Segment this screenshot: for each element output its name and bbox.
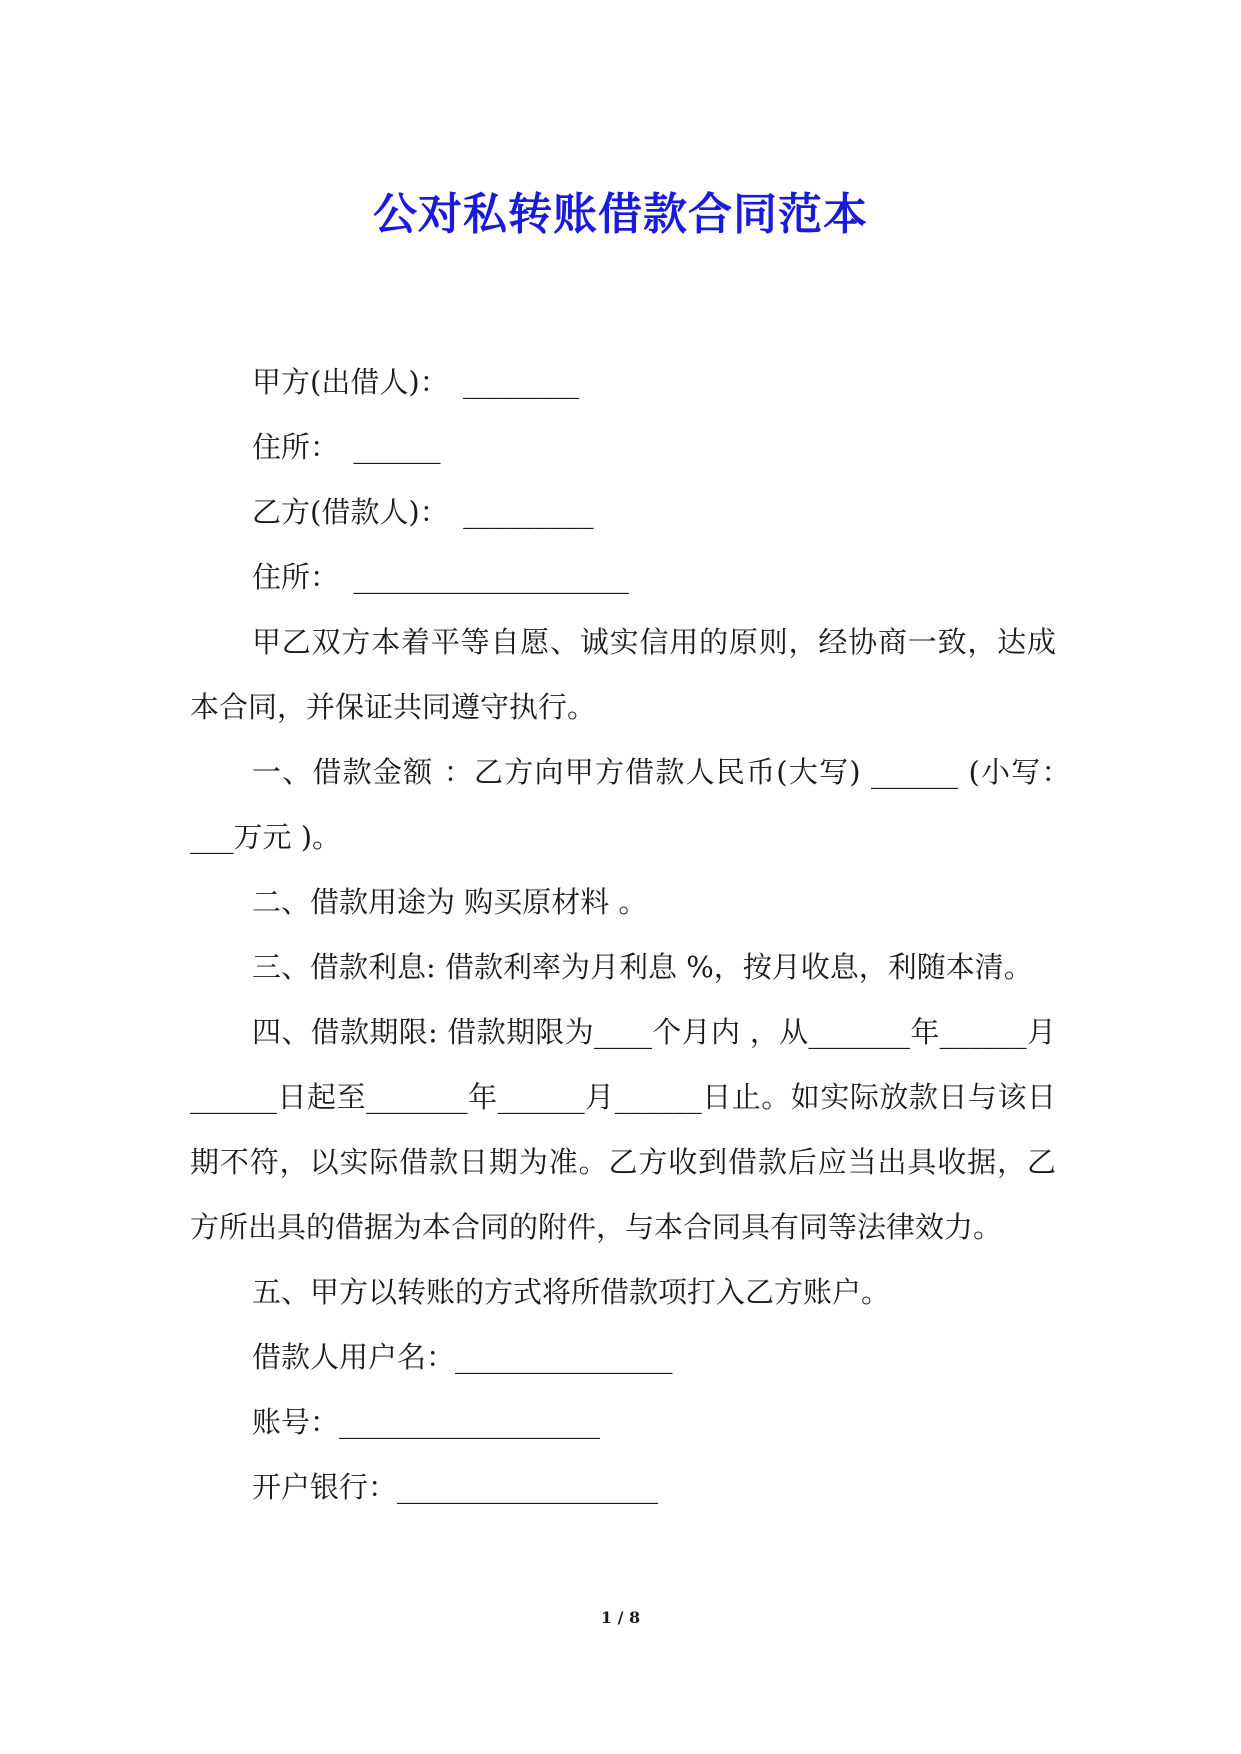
preamble-paragraph: 甲乙双方本着平等自愿、诚实信用的原则，经协商一致，达成本合同，并保证共同遵守执行。 <box>190 625 1056 724</box>
clause-loan-purpose: 二、借款用途为 购买原材料 。 <box>252 885 648 919</box>
clause-loan-amount: 一、借款金额 ：乙方向甲方借款人民币(大写) ______ (小写： ___万元 )。 <box>190 755 1086 854</box>
page-number: 1 / 8 <box>600 1608 641 1627</box>
document-title: 公对私转账借款合同范本 <box>373 189 868 241</box>
party-a-address-line: 住所： ______ <box>252 430 441 464</box>
borrower-username-line: 借款人用户名：_______________ <box>252 1340 673 1374</box>
clause-loan-interest: 三、借款利息: 借款利率为月利息 %，按月收息，利随本清。 <box>252 950 1033 984</box>
party-b-line: 乙方(借款人)： _________ <box>252 495 594 529</box>
party-a-line: 甲方(出借人)： ________ <box>252 365 580 399</box>
account-number-line: 账号：__________________ <box>252 1405 601 1439</box>
clause-loan-term: 四、借款期限: 借款期限为____个月内 ，从_______年______月______日起至_______年______月______日止。如实际放款日与该日期不符，以实际借款日期为准。乙方收到借款后应当出具收据，乙方所出具的借据为本合同的附件，与本合同具有同等法律效力。 <box>190 1015 1056 1244</box>
party-b-address-line: 住所： ___________________ <box>252 560 630 594</box>
document-body <box>190 350 1086 1520</box>
bank-name-line: 开户银行：__________________ <box>252 1470 659 1504</box>
clause-transfer-method: 五、甲方以转账的方式将所借款项打入乙方账户。 <box>252 1275 891 1309</box>
